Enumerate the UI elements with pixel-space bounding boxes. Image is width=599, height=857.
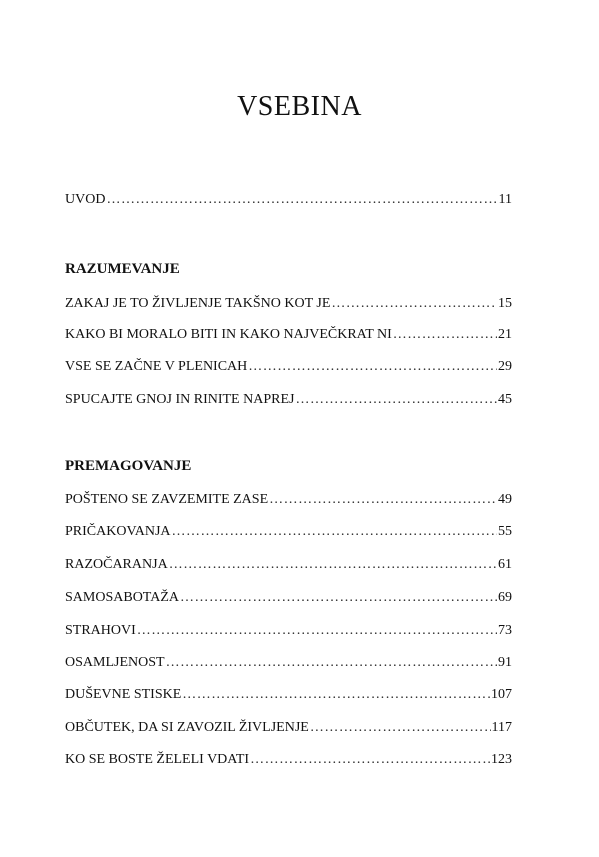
leader-dots: [180, 588, 497, 608]
toc-entry-page-number: 49: [498, 492, 512, 507]
toc-entry-label: OBČUTEK, DA SI ZAVOZIL ŽIVLJENJE: [65, 720, 309, 735]
toc-entry: [65, 522, 512, 542]
toc-entry: [65, 718, 512, 738]
toc-entry-page-number: 61: [498, 557, 512, 572]
toc-entry-label: ZAKAJ JE TO ŽIVLJENJE TAKŠNO KOT JE: [65, 296, 331, 311]
leader-dots: [250, 750, 490, 770]
toc-entry-label: SPUCAJTE GNOJ IN RINITE NAPREJ: [65, 392, 295, 407]
toc-entry-label: PRIČAKOVANJA: [65, 524, 171, 539]
toc-entry-intro: [65, 190, 512, 210]
toc-entry-page-number: 29: [498, 359, 512, 374]
leader-dots: [393, 325, 497, 345]
leader-dots: [172, 522, 497, 542]
toc-entry-page-number: 117: [491, 720, 512, 735]
toc-entry-label: UVOD: [65, 192, 106, 207]
toc-entry-page-number: 55: [498, 524, 512, 539]
toc-entry-label: DUŠEVNE STISKE: [65, 687, 182, 702]
leader-dots: [248, 357, 497, 377]
section-heading-premagovanje: PREMAGOVANJE: [65, 458, 192, 474]
toc-entry-label: STRAHOVI: [65, 623, 136, 638]
toc-entry: [65, 490, 512, 510]
toc-entry-page-number: 123: [491, 752, 512, 767]
toc-entry: [65, 357, 512, 377]
toc-entry: [65, 390, 512, 410]
toc-entry: [65, 621, 512, 641]
page-title: VSEBINA: [237, 91, 362, 122]
toc-entry: [65, 325, 512, 345]
toc-entry: [65, 685, 512, 705]
section-heading-razumevanje: RAZUMEVANJE: [65, 261, 180, 277]
toc-entry: [65, 294, 512, 314]
toc-entry-page-number: 69: [498, 590, 512, 605]
leader-dots: [310, 718, 491, 738]
toc-entry-page-number: 73: [498, 623, 512, 638]
leader-dots: [169, 555, 497, 575]
toc-entry-label: RAZOČARANJA: [65, 557, 168, 572]
toc-entry: [65, 750, 512, 770]
leader-dots: [106, 190, 497, 210]
toc-entry-label: VSE SE ZAČNE V PLENICAH: [65, 359, 248, 374]
leader-dots: [269, 490, 497, 510]
toc-entry-page-number: 21: [498, 327, 512, 342]
leader-dots: [137, 621, 497, 641]
leader-dots: [166, 653, 497, 673]
toc-entry-page-number: 11: [498, 192, 512, 207]
toc-entry: [65, 555, 512, 575]
leader-dots: [182, 685, 490, 705]
toc-entry-page-number: 15: [498, 296, 512, 311]
leader-dots: [295, 390, 497, 410]
toc-entry: [65, 653, 512, 673]
toc-entry-label: POŠTENO SE ZAVZEMITE ZASE: [65, 492, 269, 507]
toc-entry-page-number: 91: [498, 655, 512, 670]
toc-entry-page-number: 107: [491, 687, 512, 702]
toc-entry: [65, 588, 512, 608]
toc-entry-label: OSAMLJENOST: [65, 655, 165, 670]
toc-entry-label: KO SE BOSTE ŽELELI VDATI: [65, 752, 250, 767]
toc-entry-label: SAMOSABOTAŽA: [65, 590, 180, 605]
toc-entry-label: KAKO BI MORALO BITI IN KAKO NAJVEČKRAT NI: [65, 327, 392, 342]
toc-entry-page-number: 45: [498, 392, 512, 407]
leader-dots: [331, 294, 497, 314]
